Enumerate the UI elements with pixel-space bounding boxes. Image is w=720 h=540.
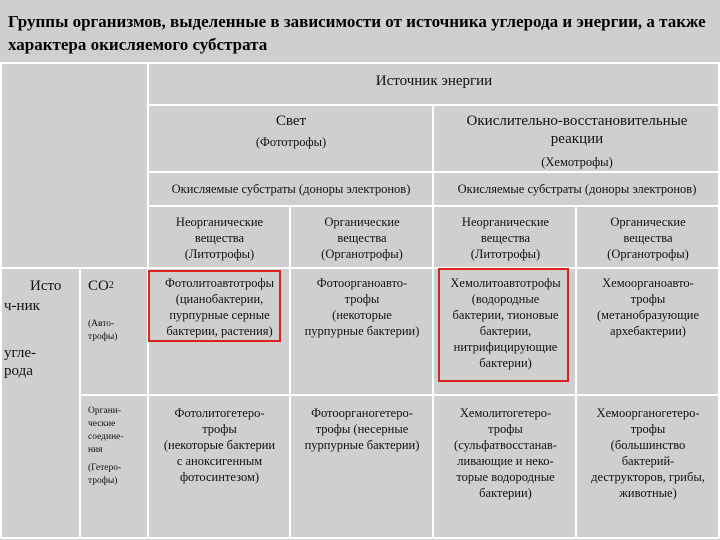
- co2-label: CO 2: [88, 278, 114, 294]
- highlight-box-photolithoautotrophs: [148, 270, 281, 342]
- cell-chemoorganoheterotrophs: Хемоорганогетеро- трофы (большинство бактерий- деструкторов, грибы, животные): [591, 406, 705, 500]
- cell-photoorganoheterotrophs: Фотоорганогетеро- трофы (несерные пурпурные бактерии): [304, 406, 420, 452]
- cell-photoorganoautotrophs: Фотоорганоавто- трофы (некоторые пурпурные бактерии): [304, 276, 420, 338]
- subcol-litho-chemo: Неорганические вещества (Литотрофы): [461, 215, 550, 261]
- page-title: Группы организмов, выделенные в зависимости от источника углерода и энергии, а также характера окисляемого субстрата: [8, 12, 706, 54]
- chemotrophs-label: (Хемотрофы): [541, 155, 613, 169]
- carbon-source-label-3: угле- рода: [4, 345, 37, 379]
- energy-source-header: Источник энергии: [375, 73, 493, 89]
- phototrophs-label: (Фототрофы): [255, 135, 327, 149]
- redox-header: Окислительно-восстановительные реакции: [466, 113, 688, 147]
- organic-compounds-label: Органи- ческие соедине- ния: [88, 406, 124, 455]
- highlight-box-chemolithoautotrophs: [438, 268, 569, 382]
- subcol-litho-photo: Неорганические вещества (Литотрофы): [175, 215, 264, 261]
- substrates-light-header: Окисляемые субстраты (доноры электронов): [171, 182, 411, 196]
- cell-chemoorganoautotrophs: Хемоорганоавто- трофы (метанобразующие архебактерии): [596, 276, 699, 338]
- cell-chemolithoautotrophs: Хемолитоавтотрофы (водородные бактерии, тионовые бактерии, нитрифицирующие бактерии): [450, 276, 561, 370]
- subcol-organo-chemo: Органические вещества (Органотрофы): [607, 215, 689, 261]
- carbon-source-label-2: ч-ник: [4, 298, 40, 314]
- substrates-redox-header: Окисляемые субстраты (доноры электронов): [457, 182, 697, 196]
- subcol-organo-photo: Органические вещества (Органотрофы): [321, 215, 403, 261]
- carbon-source-label-1: Исто: [30, 278, 62, 294]
- autotrophs-label: (Авто- трофы): [88, 319, 118, 342]
- cell-chemolithoheterotrophs: Хемолитогетеро- трофы (сульфатвосстанав- ливающие и неко- торые водородные бактерии): [454, 406, 557, 500]
- light-header: Свет: [275, 113, 307, 129]
- heterotrophs-label: (Гетеро- трофы): [88, 463, 122, 486]
- cell-photolithoheterotrophs: Фотолитогетеро- трофы (некоторые бактерии с аноксигенным фотосинтезом): [163, 406, 276, 484]
- cell-photolithoautotrophs: Фотолитоавтотрофы (цианобактерии, пурпурные серные бактерии, растения): [165, 276, 274, 338]
